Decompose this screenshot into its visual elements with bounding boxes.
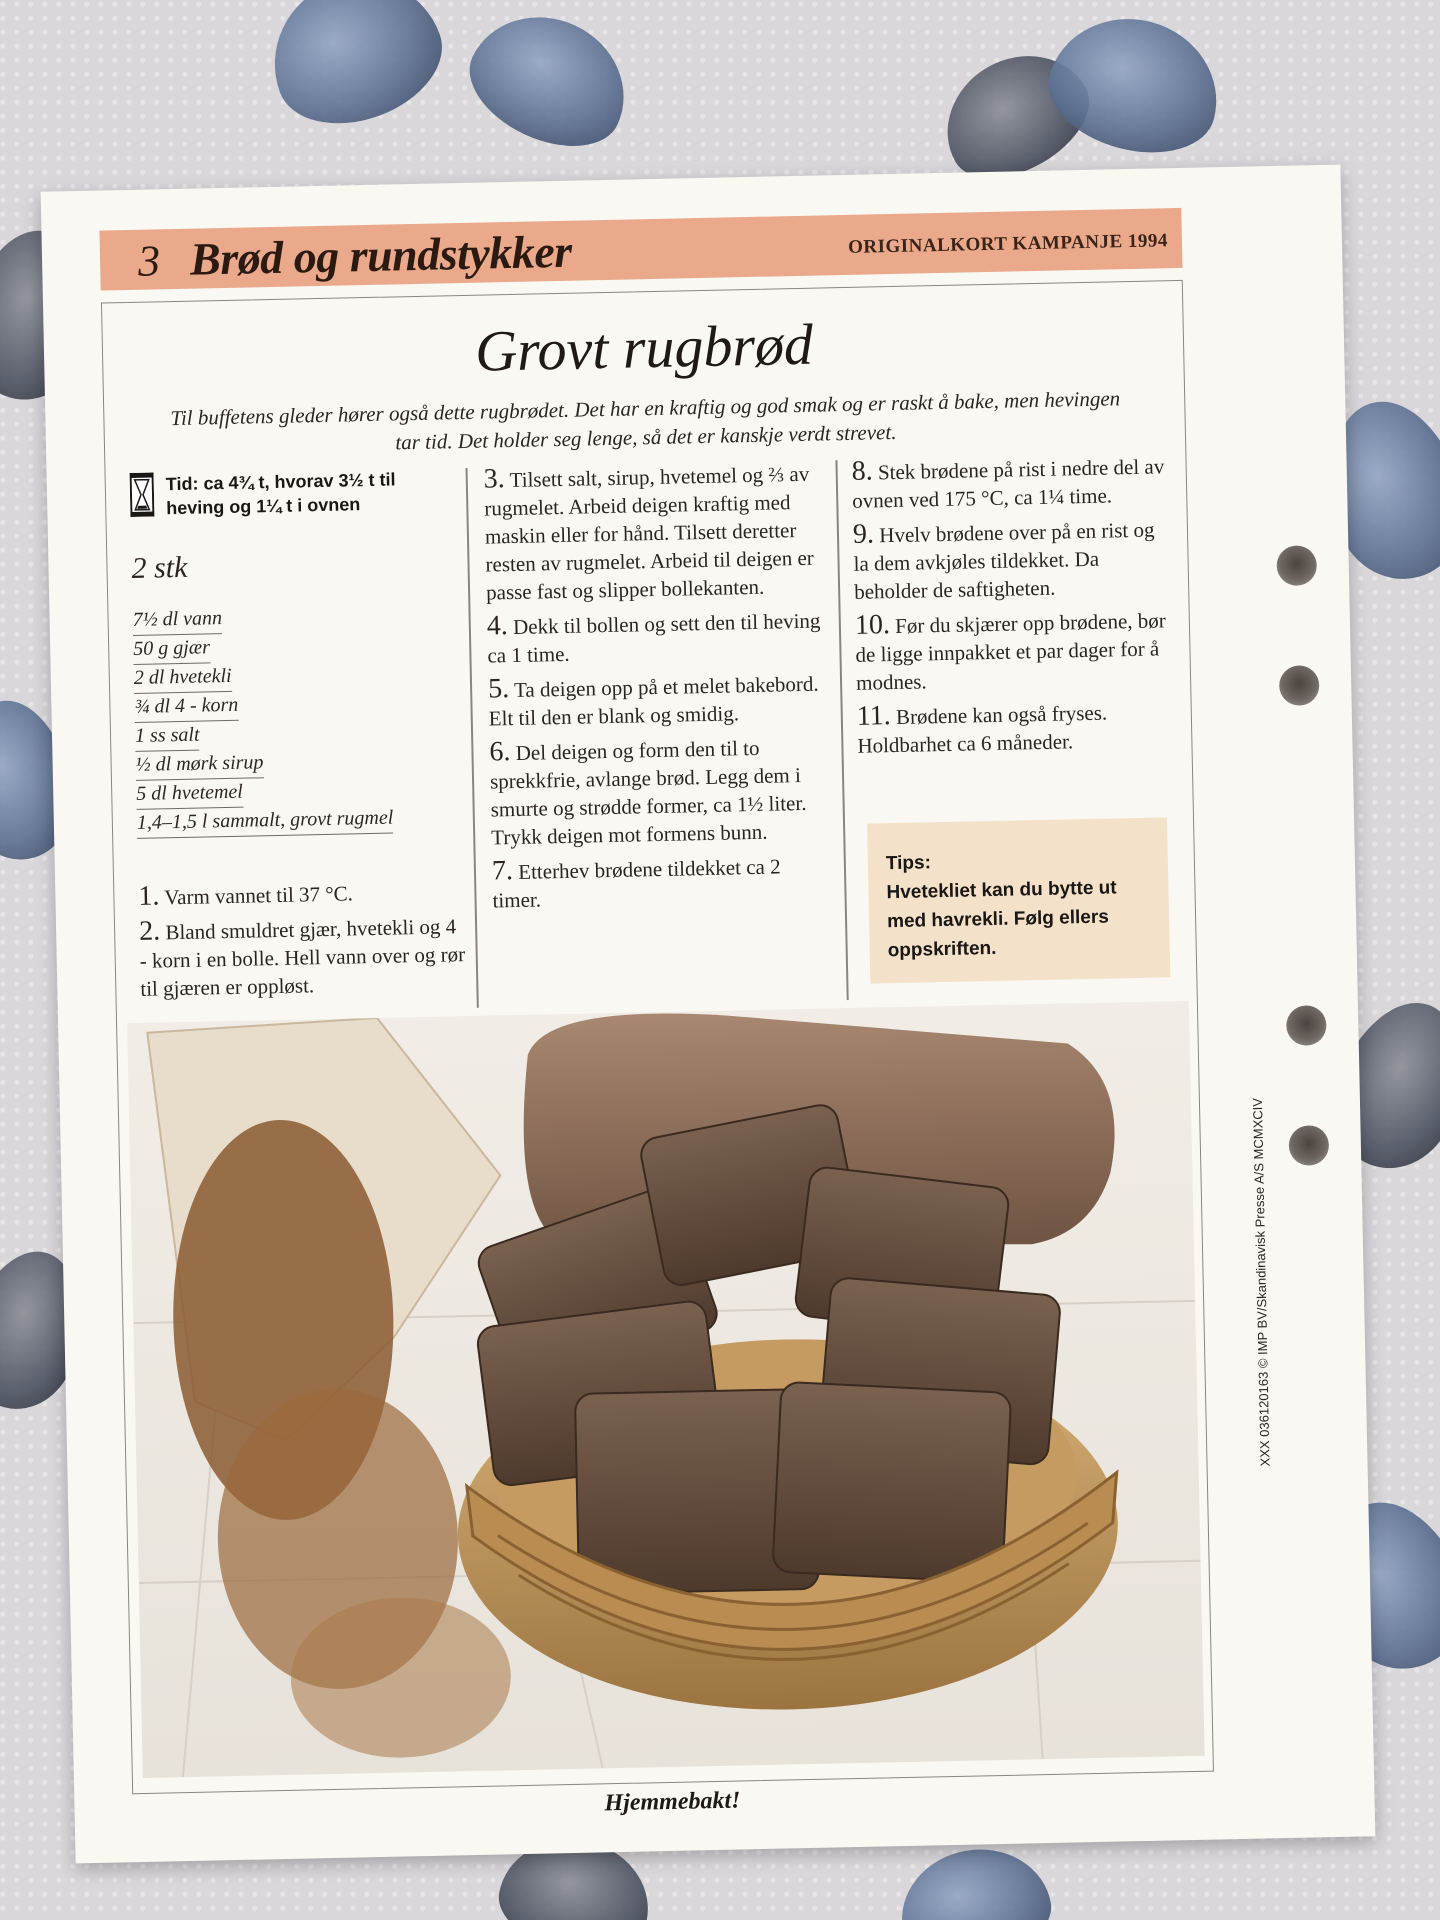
- section-number: 3: [137, 236, 161, 286]
- step-text: Del deigen og form den til to sprekkfrie, avlange brød. Legg dem i smurte og strødde former, ca 1½ liter. Trykk deigen mot formens bunn.: [489, 735, 807, 850]
- tips-box: [867, 817, 1170, 983]
- hourglass-icon: [130, 472, 155, 516]
- footer-label: Hjemmebakt!: [604, 1787, 741, 1817]
- step-number: 11.: [856, 700, 892, 732]
- step: [138, 876, 465, 912]
- ingredient: 5 dl hvetemel: [136, 778, 243, 810]
- column-divider: [466, 468, 479, 1008]
- step-text: Hvelv brødene over på en rist og la dem avkjøles tildekket. Da beholder de saftigheten.: [853, 517, 1155, 604]
- step-text: Tilsett salt, sirup, hvetemel og ⅔ av rugmelet. Arbeid deigen kraftig med maskin eller for hånd. Tilsett deretter resten av rugmelet. Arbeid til deigen er passe fast og slipper bollekanten.: [484, 461, 815, 605]
- column-2: [483, 458, 832, 920]
- step-text: Før du skjærer opp brødene, bør de ligge innpakket et par dager for å modnes.: [855, 608, 1166, 695]
- step-number: 1.: [138, 880, 160, 912]
- recipe-intro: Til buffetens gleder hører også dette rugbrødet. Det har en kraftig og god smak og er raskt å bake, men hevingen tar tid. Det holder seg lenge, så det er kanskje verdt strevet.: [170, 386, 1121, 455]
- column-1: [130, 466, 467, 1009]
- step: [487, 605, 828, 669]
- step-number: 9.: [852, 518, 875, 550]
- step-text: Dekk til bollen og sett den til heving ca 1 time.: [487, 608, 821, 668]
- step-text: Stek brødene på rist i nedre del av ovnen ved 175 °C, ca 1¼ time.: [852, 454, 1165, 513]
- tips-label: Tips:: [885, 852, 932, 875]
- time-line: Tid: ca 4¾ t, hvorav 3½ t til: [165, 469, 396, 495]
- ingredient-list: [132, 598, 463, 837]
- ingredient: 50 g gjær: [133, 633, 210, 665]
- column-3: [851, 451, 1177, 766]
- step-number: 3.: [483, 463, 506, 495]
- tips-text: Hvetekliet kan du bytte ut med havrekli. Følg ellers oppskriften.: [886, 877, 1117, 962]
- step-number: 7.: [491, 855, 514, 887]
- ingredient: 1,4–1,5 l sammalt, grovt rugmel: [137, 804, 394, 839]
- step-number: 2.: [138, 915, 161, 947]
- bread-basket-illustration: [127, 1001, 1205, 1778]
- binder-hole: [1286, 1005, 1327, 1046]
- section-title: Brød og rundstykker: [189, 225, 573, 285]
- step-text: Etterhev brødene tildekket ca 2 timer.: [492, 854, 781, 913]
- step-text: Varm vannet til 37 °C.: [164, 881, 354, 910]
- step: [853, 514, 1175, 606]
- step-number: 5.: [487, 673, 510, 705]
- side-code: XXX 036120163 © IMP BV/Skandinavisk Presse A/S MCMXCIV: [1249, 1097, 1273, 1467]
- step-text: Brødene kan også fryses. Holdbarhet ca 6 måneder.: [857, 700, 1108, 758]
- ingredient: ½ dl mørk sirup: [135, 748, 263, 781]
- time-info: [130, 466, 457, 521]
- step-text: Ta deigen opp på et melet bakebord. Elt til den er blank og smidig.: [488, 671, 819, 731]
- step-number: 8.: [851, 455, 873, 487]
- campaign-label: ORIGINALKORT KAMPANJE 1994: [847, 230, 1169, 258]
- step-number: 10.: [854, 609, 891, 641]
- step: [851, 451, 1172, 515]
- yield: 2 stk: [131, 550, 188, 585]
- binder-hole: [1288, 1125, 1329, 1166]
- bread-photo: [127, 1001, 1205, 1778]
- recipe-card: [41, 165, 1376, 1864]
- step: [492, 850, 833, 914]
- ingredient: 2 dl hvetekli: [134, 662, 232, 694]
- recipe-title: Grovt rugbrød: [474, 311, 814, 384]
- binder-hole: [1279, 665, 1320, 706]
- step: [488, 668, 829, 732]
- step-number: 4.: [486, 610, 509, 642]
- steps-group: [138, 876, 466, 1003]
- ingredient: ¾ dl 4 - korn: [134, 691, 238, 723]
- binder-hole: [1276, 545, 1317, 586]
- ingredient: 7½ dl vann: [132, 604, 222, 636]
- leaf-decoration: [452, 0, 648, 168]
- step: [855, 605, 1177, 697]
- ingredient: 1 ss salt: [135, 721, 200, 752]
- step: [857, 696, 1178, 760]
- step: [139, 911, 467, 1003]
- column-divider: [835, 460, 848, 1000]
- leaf-decoration: [251, 0, 459, 145]
- leaf-decoration: [892, 1838, 1059, 1920]
- section-banner: [99, 208, 1182, 291]
- time-line: heving og 1¼ t i ovnen: [166, 494, 361, 519]
- step: [489, 731, 831, 851]
- recipe-frame: [101, 280, 1214, 1794]
- time-text: [166, 467, 397, 520]
- step-text: Bland smuldret gjær, hvetekli og 4 - korn i en bolle. Hell vann over og rør til gjæren er oppløst.: [139, 914, 466, 1001]
- step-number: 6.: [489, 736, 511, 768]
- step: [483, 458, 826, 606]
